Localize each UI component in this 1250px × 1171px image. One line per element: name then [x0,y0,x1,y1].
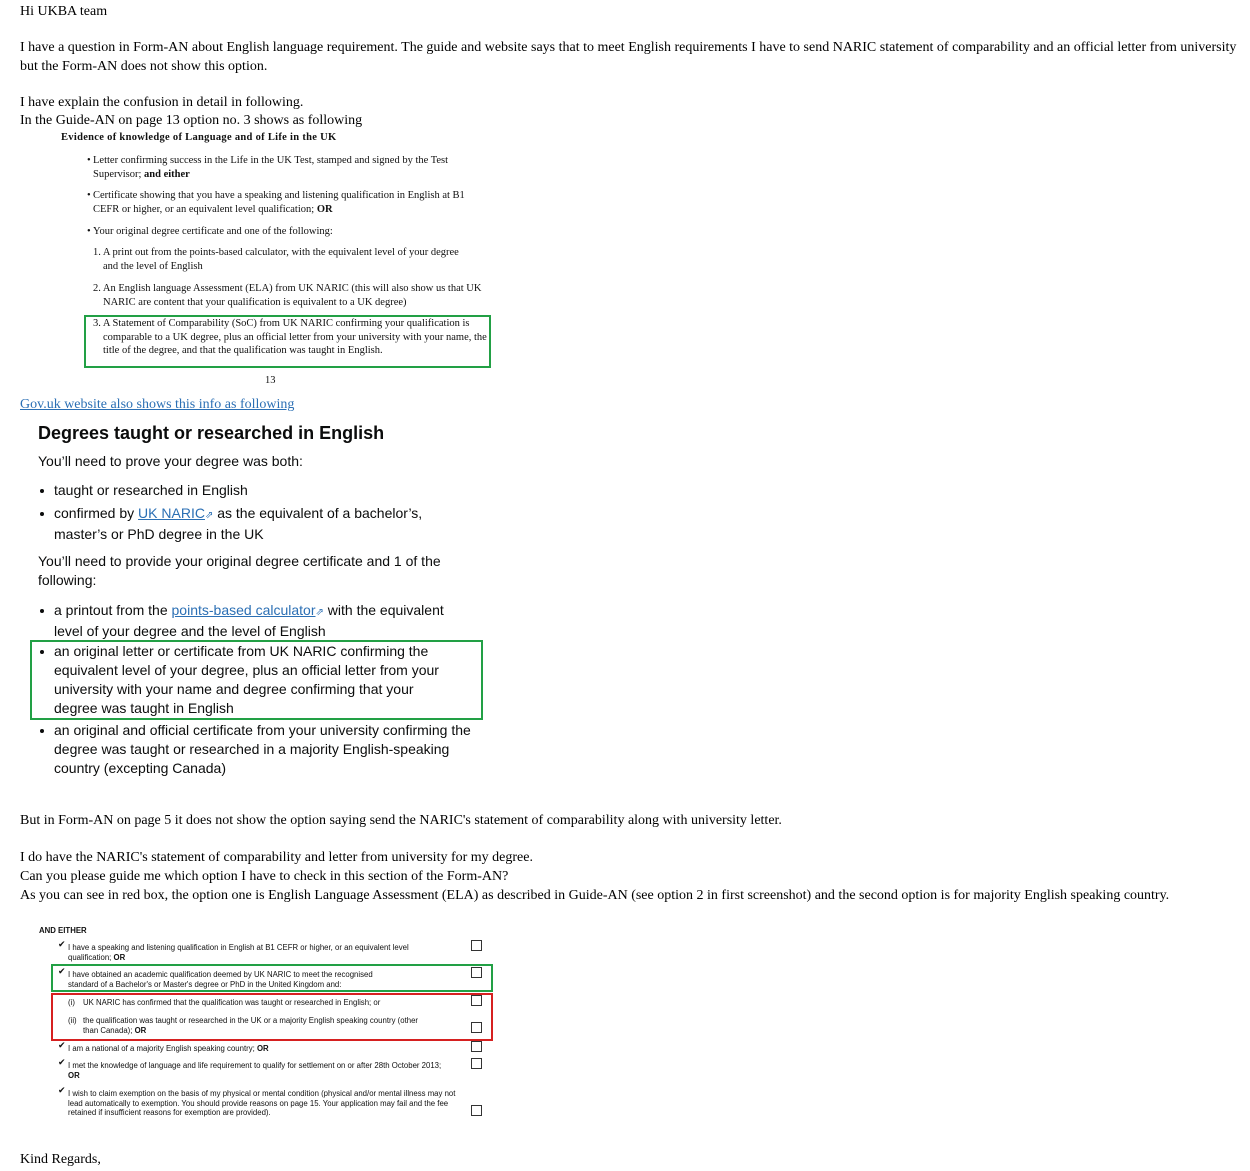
form-checkbox-exemption[interactable] [471,1105,482,1116]
form-option-b1: I have a speaking and listening qualification in English at B1 CEFR or higher, or an equivalent level qualification; OR [68,943,409,962]
guide-option-2: 2. An English language Assessment (ELA) from UK NARIC (this will also show us that UK NARIC are content that your qualification is equivalent to a UK degree) [93,283,482,308]
govuk-list-item: taught or researched in English [54,482,248,498]
form-option-naric: I have obtained an academic qualification deemed by UK NARIC to meet the recognised standard of a Bachelor's or Master's degree or PhD in the United Kingdom and: [68,970,373,989]
external-link-icon: ⇗ [315,607,324,618]
check-icon: ✔ [58,1058,66,1068]
signoff: Kind Regards, [20,1152,101,1167]
govuk-list-item: an original and official certificate from your university confirming the degree was taught or researched in a majority English-speaking country (excepting Canada) [54,722,471,776]
points-calculator-link[interactable]: points-based calculator [171,602,316,618]
guide-option-1: 1. A print out from the points-based calculator, with the equivalent level of your degree and the level of English [93,247,459,272]
form-checkbox-naric-english[interactable] [471,995,482,1006]
check-icon: ✔ [58,1041,66,1051]
paragraph-question: I have a question in Form-AN about English language requirement. The guide and website says that to meet English requirements I have to send NARIC statement of comparability and an official letter from university but the Form-AN does not show this option. [20,40,1237,74]
govuk-list-item: confirmed by UK NARIC⇗ as the equivalent of a bachelor’s, master’s or PhD degree in the UK [54,505,423,542]
guide-bullet-certificate: Certificate showing that you have a speaking and listening qualification in English at B1 CEFR or higher, or an equivalent level qualification; OR [93,190,465,215]
check-icon: ✔ [58,967,66,977]
check-icon: ✔ [58,940,66,950]
guide-page-number: 13 [265,375,276,386]
form-checkbox-settlement[interactable] [471,1058,482,1069]
check-icon: ✔ [58,1086,66,1096]
form-option-settlement: I met the knowledge of language and life requirement to qualify for settlement on or after 28th October 2013; OR [68,1061,442,1080]
govuk-paragraph: You’ll need to provide your original degree certificate and 1 of the following: [38,553,441,588]
form-option-exemption: I wish to claim exemption on the basis of my physical or mental condition (physical and/or mental illness may not lead automatically to exemption. You should provide reasons on page 15. Your application may fail and the fee retained if insufficient reasons for exemption are provided). [68,1089,456,1117]
uk-naric-link[interactable]: UK NARIC [138,505,205,521]
guide-heading: Evidence of knowledge of Language and of Life in the UK [61,132,337,143]
form-option-majority-country: the qualification was taught or researched in the UK or a majority English speaking country (other than Canada); OR [83,1016,419,1035]
paragraph-red-box: As you can see in red box, the option one is English Language Assessment (ELA) as described in Guide-AN (see option 2 in first screenshot) and the second option is for majority English speaking country. [20,888,1170,903]
paragraph-explain: I have explain the confusion in detail in following. [20,95,304,110]
form-option-naric-english: UK NARIC has confirmed that the qualification was taught or researched in English; or [83,998,381,1007]
form-checkbox-naric[interactable] [471,967,482,978]
govuk-heading: Degrees taught or researched in English [38,423,385,443]
guide-bullet-degree: Your original degree certificate and one of the following: [93,226,333,237]
greeting: Hi UKBA team [20,4,108,19]
govuk-list-item-naric: an original letter or certificate from UK NARIC confirming the equivalent level of your degree, plus an official letter from your university with your name and degree confirming that your degree was taught in English [54,643,439,716]
form-option-national: I am a national of a majority English speaking country; OR [68,1044,269,1053]
form-checkbox-majority-country[interactable] [471,1022,482,1033]
paragraph-question-which: Can you please guide me which option I have to check in this section of the Form-AN? [20,869,509,884]
govuk-link[interactable]: Gov.uk website also shows this info as following [20,397,295,412]
form-checkbox-national[interactable] [471,1041,482,1052]
guide-option-3: 3. A Statement of Comparability (SoC) from UK NARIC confirming your qualification is comparable to a UK degree, plus an official letter from your university with your name, the title of the degree, and that the qualification was taught in English. [93,318,487,356]
paragraph-form-issue: But in Form-AN on page 5 it does not show the option saying send the NARIC's statement of comparability along with university letter. [20,813,782,828]
form-checkbox-b1[interactable] [471,940,482,951]
govuk-intro: You’ll need to prove your degree was both: [38,453,303,469]
paragraph-guide-intro: In the Guide-AN on page 13 option no. 3 shows as following [20,113,363,128]
govuk-list-item: a printout from the points-based calculator⇗ with the equivalent level of your degree and the level of English [54,602,444,639]
guide-bullet-life-test: Letter confirming success in the Life in the UK Test, stamped and signed by the Test Supervisor; and either [93,155,449,180]
form-heading: AND EITHER [39,926,87,935]
external-link-icon: ⇗ [204,510,214,521]
paragraph-have-docs: I do have the NARIC's statement of comparability and letter from university for my degree. [20,850,533,865]
